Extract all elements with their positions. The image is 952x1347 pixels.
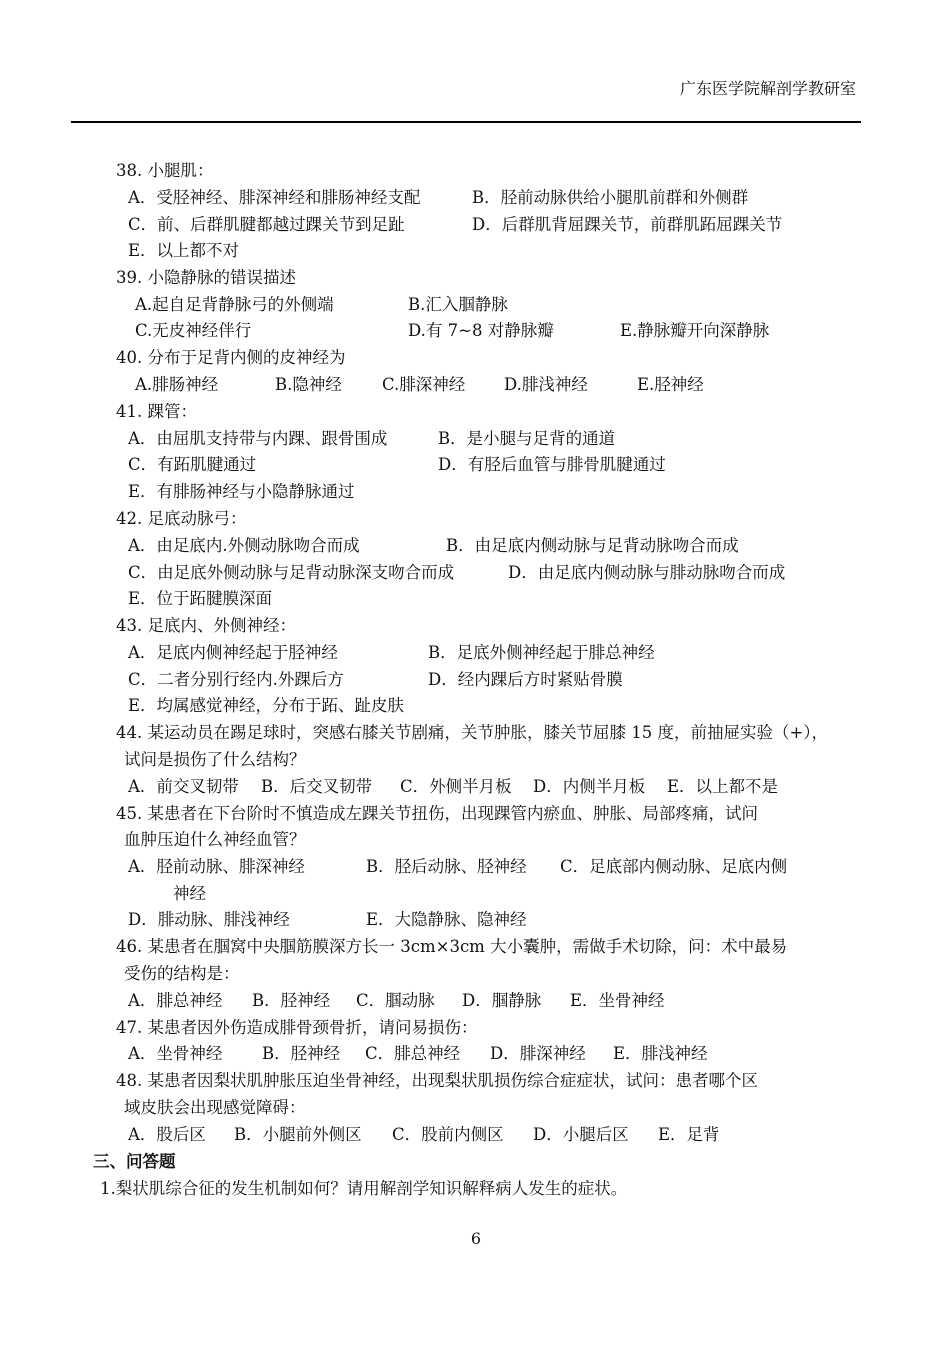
question-text: 神经 [173, 884, 206, 903]
answer-option: E．足背 [658, 1125, 720, 1144]
question-text: 46. 某患者在腘窝中央腘筋膜深方长一 3cm×3cm 大小囊肿，需做手术切除，问：术中最易 [116, 937, 788, 956]
answer-option: B．胫前动脉供给小腿肌前群和外侧群 [472, 188, 749, 207]
question-text: 45. 某患者在下台阶时不慎造成左踝关节扭伤，出现踝管内瘀血、肿胀、局部疼痛，试问 [116, 804, 758, 823]
question-text: 44. 某运动员在踢足球时，突感右膝关节剧痛，关节肿胀，膝关节屈膝 15 度，前抽屉实验（+）， [116, 723, 829, 742]
answer-option: D．腓深神经 [490, 1044, 586, 1063]
answer-option: A．胫前动脉、腓深神经 [128, 857, 305, 876]
question-text: E．以上都不对 [128, 241, 240, 260]
answer-option: C．股前内侧区 [392, 1125, 504, 1144]
question-text: 41. 踝管： [116, 402, 197, 421]
question-text: 48. 某患者因梨状肌肿胀压迫坐骨神经，出现梨状肌损伤综合症症状，试问：患者哪个区 [116, 1071, 758, 1090]
answer-option: B．后交叉韧带 [261, 777, 373, 796]
answer-option: B．是小腿与足背的通道 [438, 429, 616, 448]
page-number: 6 [470, 1229, 482, 1248]
answer-option: B．胫神经 [262, 1044, 341, 1063]
answer-option: E.胫神经 [637, 375, 704, 394]
answer-option: B．小腿前外侧区 [234, 1125, 362, 1144]
question-text: 域皮肤会出现感觉障碍： [124, 1098, 306, 1117]
question-text: 47. 某患者因外伤造成腓骨颈骨折，请问易损伤： [116, 1018, 478, 1037]
answer-option: C．有跖肌腱通过 [128, 455, 257, 474]
question-text: E．有腓肠神经与小隐静脉通过 [128, 482, 355, 501]
answer-option: E．腓浅神经 [613, 1044, 708, 1063]
answer-option: C．足底部内侧动脉、足底内侧 [560, 857, 788, 876]
header-rule [71, 121, 861, 123]
answer-option: D．腓动脉、腓浅神经 [128, 910, 290, 929]
answer-option: C．腘动脉 [356, 991, 435, 1010]
answer-option: C．前、后群肌腱都越过踝关节到足趾 [128, 215, 405, 234]
answer-option: A．前交叉韧带 [128, 777, 239, 796]
answer-option: A．坐骨神经 [128, 1044, 223, 1063]
answer-option: C．二者分别行经内.外踝后方 [128, 670, 344, 689]
answer-option: C．腓总神经 [365, 1044, 461, 1063]
question-text: 42. 足底动脉弓： [116, 509, 247, 528]
answer-option: D．后群肌背屈踝关节，前群肌跖屈踝关节 [472, 215, 783, 234]
answer-option: B．胫神经 [252, 991, 331, 1010]
question-text: E．均属感觉神经，分布于跖、趾皮肤 [128, 696, 405, 715]
question-text: 39. 小隐静脉的错误描述 [116, 268, 296, 287]
answer-option: B．足底外侧神经起于腓总神经 [428, 643, 655, 662]
answer-option: D.腓浅神经 [504, 375, 588, 394]
answer-option: D．内侧半月板 [533, 777, 646, 796]
answer-option: C．外侧半月板 [400, 777, 512, 796]
answer-option: B．由足底内侧动脉与足背动脉吻合而成 [446, 536, 739, 555]
answer-option: A．由屈肌支持带与内踝、跟骨围成 [128, 429, 388, 448]
answer-option: A．足底内侧神经起于胫神经 [128, 643, 338, 662]
answer-option: D．由足底内侧动脉与腓动脉吻合而成 [508, 563, 786, 582]
answer-option: A．腓总神经 [128, 991, 223, 1010]
question-text: 血肿压迫什么神经血管？ [124, 830, 306, 849]
answer-option: A．由足底内.外侧动脉吻合而成 [128, 536, 360, 555]
question-text: 试问是损伤了什么结构？ [124, 750, 306, 769]
question-text: 43. 足底内、外侧神经： [116, 616, 296, 635]
answer-option: B．胫后动脉、胫神经 [366, 857, 527, 876]
answer-option: E.静脉瓣开向深静脉 [620, 321, 770, 340]
answer-option: E．坐骨神经 [570, 991, 665, 1010]
answer-option: C．由足底外侧动脉与足背动脉深支吻合而成 [128, 563, 455, 582]
header-text: 广东医学院解剖学教研室 [679, 79, 856, 98]
question-text: 38. 小腿肌： [116, 161, 214, 180]
answer-option: C.无皮神经伴行 [135, 321, 252, 340]
answer-option: E．大隐静脉、隐神经 [366, 910, 527, 929]
question-text: 1.梨状肌综合征的发生机制如何？请用解剖学知识解释病人发生的症状。 [100, 1179, 628, 1198]
answer-option: A．受胫神经、腓深神经和腓肠神经支配 [128, 188, 421, 207]
question-text: 40. 分布于足背内侧的皮神经为 [116, 348, 346, 367]
answer-option: D．腘静脉 [462, 991, 542, 1010]
answer-option: B.汇入腘静脉 [408, 295, 508, 314]
answer-option: D．小腿后区 [533, 1125, 629, 1144]
answer-option: A.腓肠神经 [135, 375, 219, 394]
answer-option: D.有 7~8 对静脉瓣 [408, 321, 554, 340]
question-text: E．位于跖腱膜深面 [128, 589, 273, 608]
question-text: 受伤的结构是： [124, 964, 240, 983]
section-heading: 三、问答题 [93, 1152, 176, 1171]
answer-option: E．以上都不是 [667, 777, 779, 796]
answer-option: D．经内踝后方时紧贴骨膜 [428, 670, 623, 689]
answer-option: A.起自足背静脉弓的外侧端 [135, 295, 334, 314]
answer-option: A．股后区 [128, 1125, 206, 1144]
answer-option: B.隐神经 [275, 375, 342, 394]
answer-option: C.腓深神经 [382, 375, 466, 394]
answer-option: D．有胫后血管与腓骨肌腱通过 [438, 455, 666, 474]
